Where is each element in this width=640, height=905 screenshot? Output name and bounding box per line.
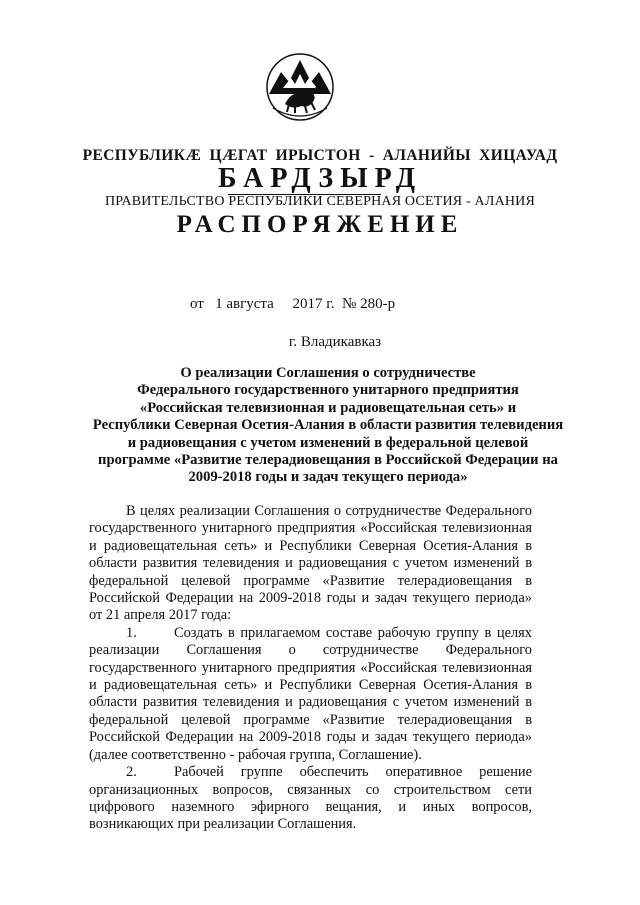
subject-line: 2009-2018 годы и задач текущего периода» bbox=[188, 469, 468, 486]
subject-line: и радиовещания с учетом изменений в федеральной целевой bbox=[127, 434, 529, 451]
item-2-paragraph bbox=[89, 764, 532, 834]
coat-of-arms-emblem bbox=[265, 52, 335, 122]
subject-line: «Российская телевизионная и радиовещательная сеть» и bbox=[139, 399, 517, 416]
subject-line: Федерального государственного унитарного предприятия bbox=[137, 382, 519, 399]
subject-line: Республики Северная Осетия-Алания в области развития телевидения bbox=[92, 417, 564, 434]
date-number-line: от 1 августа 2017 г. № 280-р bbox=[190, 296, 396, 312]
header-order-title: РАСПОРЯЖЕНИЕ bbox=[176, 211, 464, 238]
item-1-number: 1. bbox=[126, 624, 137, 641]
item-1-text: Создать в прилагаемом составе рабочую группу в целях реализации Соглашения о сотрудничестве Федерального государственного унитарного предприятия «Российская телевизионная и радиовещательная сеть» и Республики Северная Осетия-Алания в области развития телевидения и радиовещания с учетом изменений в федеральной целевой программе «Развитие телерадиовещания в Российской Федерации на 2009-2018 годы и задач текущего периода» (далее соответственно - рабочая группа, Соглашение). bbox=[89, 624, 532, 763]
item-2-text: Рабочей группе обеспечить оперативное решение организационных вопросов, связанных со строительством сети цифрового наземного эфирного вещания, и иных вопросов, возникающих при реализации Соглашения. bbox=[89, 764, 532, 833]
city-line: г. Владикавказ bbox=[288, 334, 382, 350]
item-1-paragraph bbox=[89, 625, 532, 764]
header-line-ossetian: РЕСПУБЛИКӔ ЦӔГАТ ИРЫСТОН - АЛАНИЙЫ ХИЦАУАД bbox=[82, 147, 558, 164]
document-body bbox=[89, 503, 532, 834]
intro-paragraph: В целях реализации Соглашения о сотрудничестве Федерального государственного унитарного предприятия «Российская телевизионная и радиовещательная сеть» и Республики Северная Осетия-Алания в области развития телевидения и радиовещания с учетом изменений в федеральной целевой программе «Развитие телерадиовещания в Российской Федерации на 2009-2018 годы и задач текущего периода» от 21 апреля 2017 года: bbox=[89, 503, 532, 624]
item-2-number: 2. bbox=[126, 764, 137, 781]
header-bardzyrd: БАРДЗЫРД bbox=[217, 163, 423, 194]
document-subject bbox=[88, 365, 568, 487]
subject-line: О реализации Соглашения о сотрудничестве bbox=[180, 365, 476, 381]
subject-line: программе «Развитие телерадиовещания в Российской Федерации на bbox=[98, 452, 558, 469]
header-government: ПРАВИТЕЛЬСТВО РЕСПУБЛИКИ СЕВЕРНАЯ ОСЕТИЯ - АЛАНИЯ bbox=[104, 194, 536, 209]
